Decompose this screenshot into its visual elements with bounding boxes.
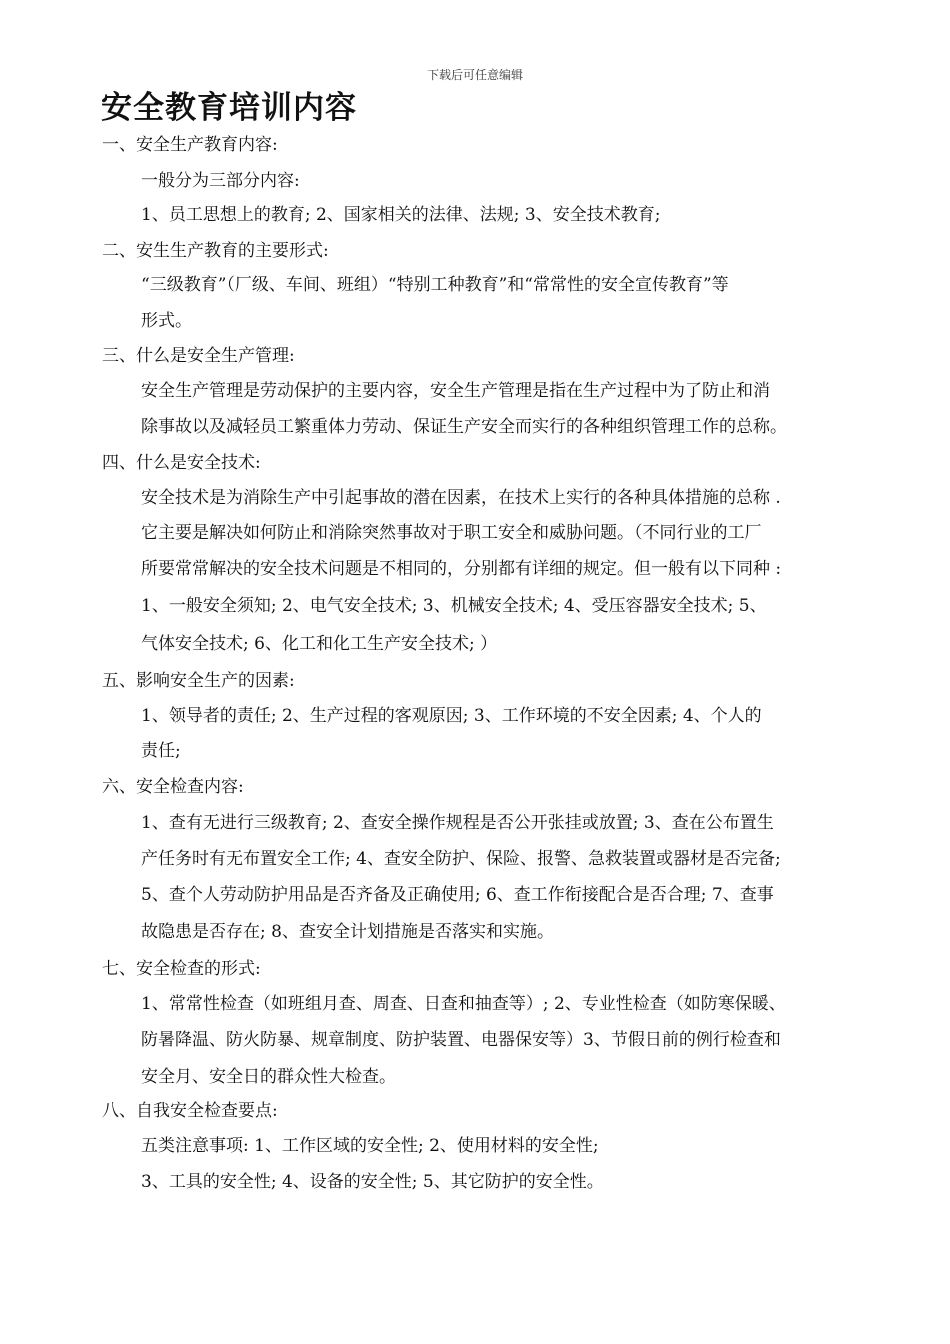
- section-heading: 八、自我安全检查要点:: [102, 1101, 278, 1121]
- section-heading: 七、安全检查的形式:: [102, 959, 261, 979]
- section-line: 它主要是解决如何防止和消除突然事故对于职工安全和威胁问题。（不同行业的工厂: [141, 523, 762, 543]
- section-line: 安全生产管理是劳动保护的主要内容，安全生产管理是指在生产过程中为了防止和消: [141, 381, 770, 401]
- section-line: 五类注意事项: 1、工作区域的安全性; 2、使用材料的安全性;: [141, 1136, 599, 1156]
- section-line: 5、查个人劳动防护用品是否齐备及正确使用; 6、查工作衔接配合是否合理; 7、查事: [141, 885, 774, 905]
- section-line: 3、工具的安全性; 4、设备的安全性; 5、其它防护的安全性。: [141, 1172, 604, 1192]
- section-line: 责任;: [141, 741, 181, 761]
- section-heading: 二、安生生产教育的主要形式:: [102, 241, 329, 261]
- section-heading: 五、影响安全生产的因素:: [102, 671, 295, 691]
- section-heading: 三、什么是安全生产管理:: [102, 346, 295, 366]
- section-line: 1、常常性检查（如班组月查、周查、日查和抽查等）; 2、专业性检查（如防寒保暖、: [141, 994, 786, 1014]
- section-line: 气体安全技术; 6、化工和化工生产安全技术; ）: [141, 634, 498, 654]
- section-line: 故隐患是否存在; 8、查安全计划措施是否落实和实施。: [141, 922, 554, 942]
- section-heading: 一、安全生产教育内容:: [102, 135, 278, 155]
- section-line: 1、员工思想上的教育; 2、国家相关的法律、法规; 3、安全技术教育;: [141, 205, 661, 225]
- section-heading: 六、安全检查内容:: [102, 777, 244, 797]
- section-line: “三级教育”（厂级、车间、班组）“特别工种教育”和“常常性的安全宣传教育”等: [141, 275, 729, 295]
- section-line: 1、查有无进行三级教育; 2、查安全操作规程是否公开张挂或放置; 3、查在公布置生: [141, 813, 774, 833]
- document-title: 安全教育培训内容: [101, 90, 357, 126]
- section-heading: 四、什么是安全技术:: [102, 453, 261, 473]
- section-line: 1、领导者的责任; 2、生产过程的客观原因; 3、工作环境的不安全因素; 4、个人的: [141, 706, 762, 726]
- section-line: 产任务时有无布置安全工作; 4、查安全防护、保险、报警、急救装置或器材是否完备;: [141, 849, 781, 869]
- section-line: 安全月、安全日的群众性大检查。: [141, 1067, 396, 1087]
- section-line: 除事故以及减轻员工繁重体力劳动、保证生产安全而实行的各种组织管理工作的总称。: [141, 417, 787, 437]
- section-line: 形式。: [141, 311, 192, 331]
- section-line: 一般分为三部分内容:: [141, 171, 300, 191]
- section-line: 1、一般安全须知; 2、电气安全技术; 3、机械安全技术; 4、受压容器安全技术; 5、: [141, 596, 767, 616]
- section-line: 防暑降温、防火防暴、规章制度、防护装置、电器保安等）3、节假日前的例行检查和: [141, 1030, 781, 1050]
- section-line: 安全技术是为消除生产中引起事故的潜在因素，在技术上实行的各种具体措施的总称 .: [141, 488, 781, 508]
- header-note: 下载后可任意编辑: [426, 68, 523, 82]
- section-line: 所要常常解决的安全技术问题是不相同的，分别都有详细的规定。但一般有以下同种 :: [141, 559, 782, 579]
